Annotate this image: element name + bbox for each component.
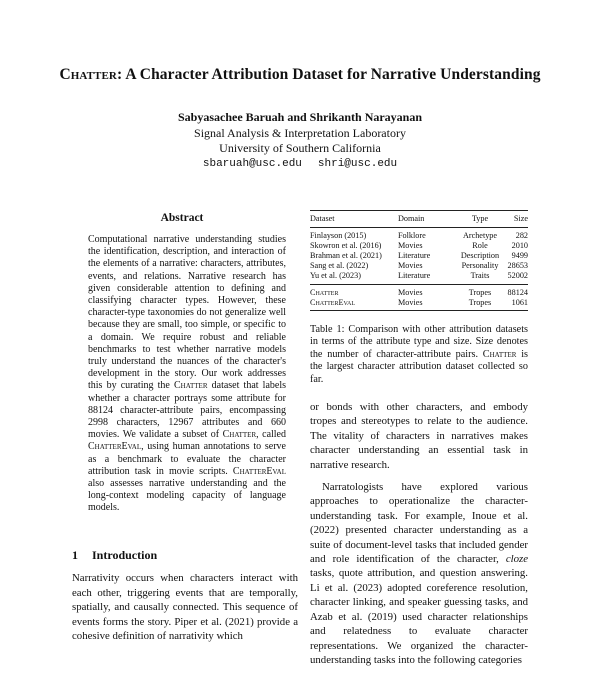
table-cell: 2010 (511, 241, 528, 250)
table-cell: ChatterEval (310, 298, 356, 307)
table-cell: Role (472, 241, 488, 250)
table-header-cell: Domain (398, 214, 425, 223)
paragraph: or bonds with other characters, and embody tropes and stereotypes to relate to the audience. The vitality of characters in narratives makes character understanding an essential task in narrative research. (310, 401, 528, 471)
introduction-section (72, 548, 298, 644)
table-cell: 1061 (511, 298, 528, 307)
abstract-text-1: Computational narrative understanding studies the identification, description, and interaction of the elements of a narrative: characters, attributes, events, and relations. Narrative research has given considerable attention to defining and classifying character types. However, these character-type taxonomies do not generalize well because they are small, too simple, or specific to a domain. We require robust and reliable benchmarks to test whether narrative models truly understand the nuances of the character's development in the story. Our work addresses this by curating the (88, 234, 286, 392)
caption-text-2: is the largest character attribution dataset collected so far. (310, 348, 529, 385)
abstract-text-3: , called (256, 429, 286, 441)
author-names: Sabyasachee Baruah and Shrikanth Narayanan (177, 110, 423, 124)
table-cell: 52002 (507, 271, 528, 280)
table-cell: 28653 (507, 261, 528, 270)
section-title: Introduction (92, 548, 158, 562)
table-cell: Literature (398, 271, 431, 280)
table-cell: 88124 (507, 288, 528, 297)
abstract-chattereval-1: ChatterEval (88, 441, 142, 453)
title-dataset-name: Chatter (59, 66, 117, 83)
table-cell: Movies (398, 261, 423, 270)
comparison-table (310, 210, 528, 311)
table-row (310, 271, 528, 281)
table-cell: Literature (398, 251, 431, 260)
table-cell: Chatter (310, 288, 339, 297)
paragraph (310, 480, 528, 667)
table-header-cell: Size (513, 214, 528, 223)
paper-title (0, 66, 600, 84)
abstract-body (72, 234, 292, 515)
table-row (310, 231, 528, 241)
abstract-chattereval-2: ChatterEval (232, 465, 286, 477)
title-rest: : A Character Attribution Dataset for Narrative Understanding (116, 66, 541, 83)
table-header-cell: Dataset (310, 214, 335, 223)
table-cell: Tropes (468, 288, 492, 297)
table-cell: Yu et al. (2023) (310, 271, 361, 280)
table-row (310, 288, 528, 298)
caption-dataset-name: Chatter (482, 348, 517, 360)
abstract-text-5: also assesses narrative understanding and the long-context modeling capacity of language models. (88, 478, 286, 514)
table-header-cell: Type (471, 214, 489, 223)
paragraph-text: tasks, quote attribution, and question answering. Li et al. (2023) adopted coreference resolution, character linking, and speaker guessing tasks, and Azab et al. (2019) used character relationships and relatedness to evaluate character representations. We organized the character-understanding tasks into the following categories (310, 567, 528, 666)
paragraph-italic: cloze (505, 553, 528, 566)
table-cell: 9499 (511, 251, 528, 260)
abstract-section (72, 212, 292, 515)
author-university: University of Southern California (219, 141, 381, 155)
abstract-text-4: , using human annotations to serve as a benchmark to evaluate the character attribution task in movie scripts. (88, 441, 286, 477)
table-cell: Tropes (468, 298, 492, 307)
table-header-row (310, 211, 528, 227)
table-row (310, 261, 528, 271)
table-cell: Folklore (398, 231, 426, 240)
table-cell: Sang et al. (2022) (310, 261, 369, 270)
table-row (310, 251, 528, 261)
introduction-text: Narrativity occurs when characters interact with each other, triggering events that are temporally, spatially, and causally connected. This sequence of events forms the story. Piper et al. (2021) provide a cohesive definition of narrativity which (72, 572, 298, 642)
table-cell: Skowron et al. (2016) (310, 241, 382, 250)
right-column-text (310, 400, 528, 675)
table-bottom-rule (310, 310, 528, 311)
abstract-chatter-2: Chatter (222, 429, 257, 441)
table-row (310, 241, 528, 251)
section-heading (72, 548, 298, 563)
table-cell: Archetype (462, 231, 498, 240)
table-cell: Brahman et al. (2021) (310, 251, 382, 260)
abstract-heading: Abstract (160, 212, 204, 224)
abstract-chatter-1: Chatter (173, 380, 208, 392)
author-lab: Signal Analysis & Interpretation Laboratory (194, 125, 406, 140)
author-email-1[interactable]: sbaruah@usc.edu (202, 157, 302, 170)
paragraph-text: Narratologists have explored various approaches to operationalize the character-understanding task. For example, Inoue et al. (2022) presented character understanding as a suite of document-level tasks that included gender and role identification of the character, (310, 481, 528, 566)
author-emails (0, 157, 600, 173)
table-cell: Movies (398, 298, 423, 307)
author-email-2[interactable]: shri@usc.edu (317, 157, 398, 170)
author-block (0, 110, 600, 172)
table-caption (310, 324, 528, 386)
table-row (310, 298, 528, 308)
abstract-text-2: dataset that labels whether a character portrays some attribute for 88124 character-attribute pairs, encompassing 2998 characters, 12967 attributes and 660 movies. We validate a subset of (88, 380, 286, 441)
caption-text-1: Table 1: Comparison with other attribution datasets in terms of the attribute type and size. Size denotes the number of character-attribute pairs. (310, 324, 528, 360)
table-cell: Traits (470, 271, 490, 280)
section-number: 1 (72, 548, 78, 562)
table-cell: Finlayson (2015) (310, 231, 367, 240)
table-cell: Movies (398, 288, 423, 297)
table-cell: 282 (515, 231, 528, 240)
table-cell: Movies (398, 241, 423, 250)
table-cell: Description (460, 251, 500, 260)
table-cell: Personality (461, 261, 499, 270)
